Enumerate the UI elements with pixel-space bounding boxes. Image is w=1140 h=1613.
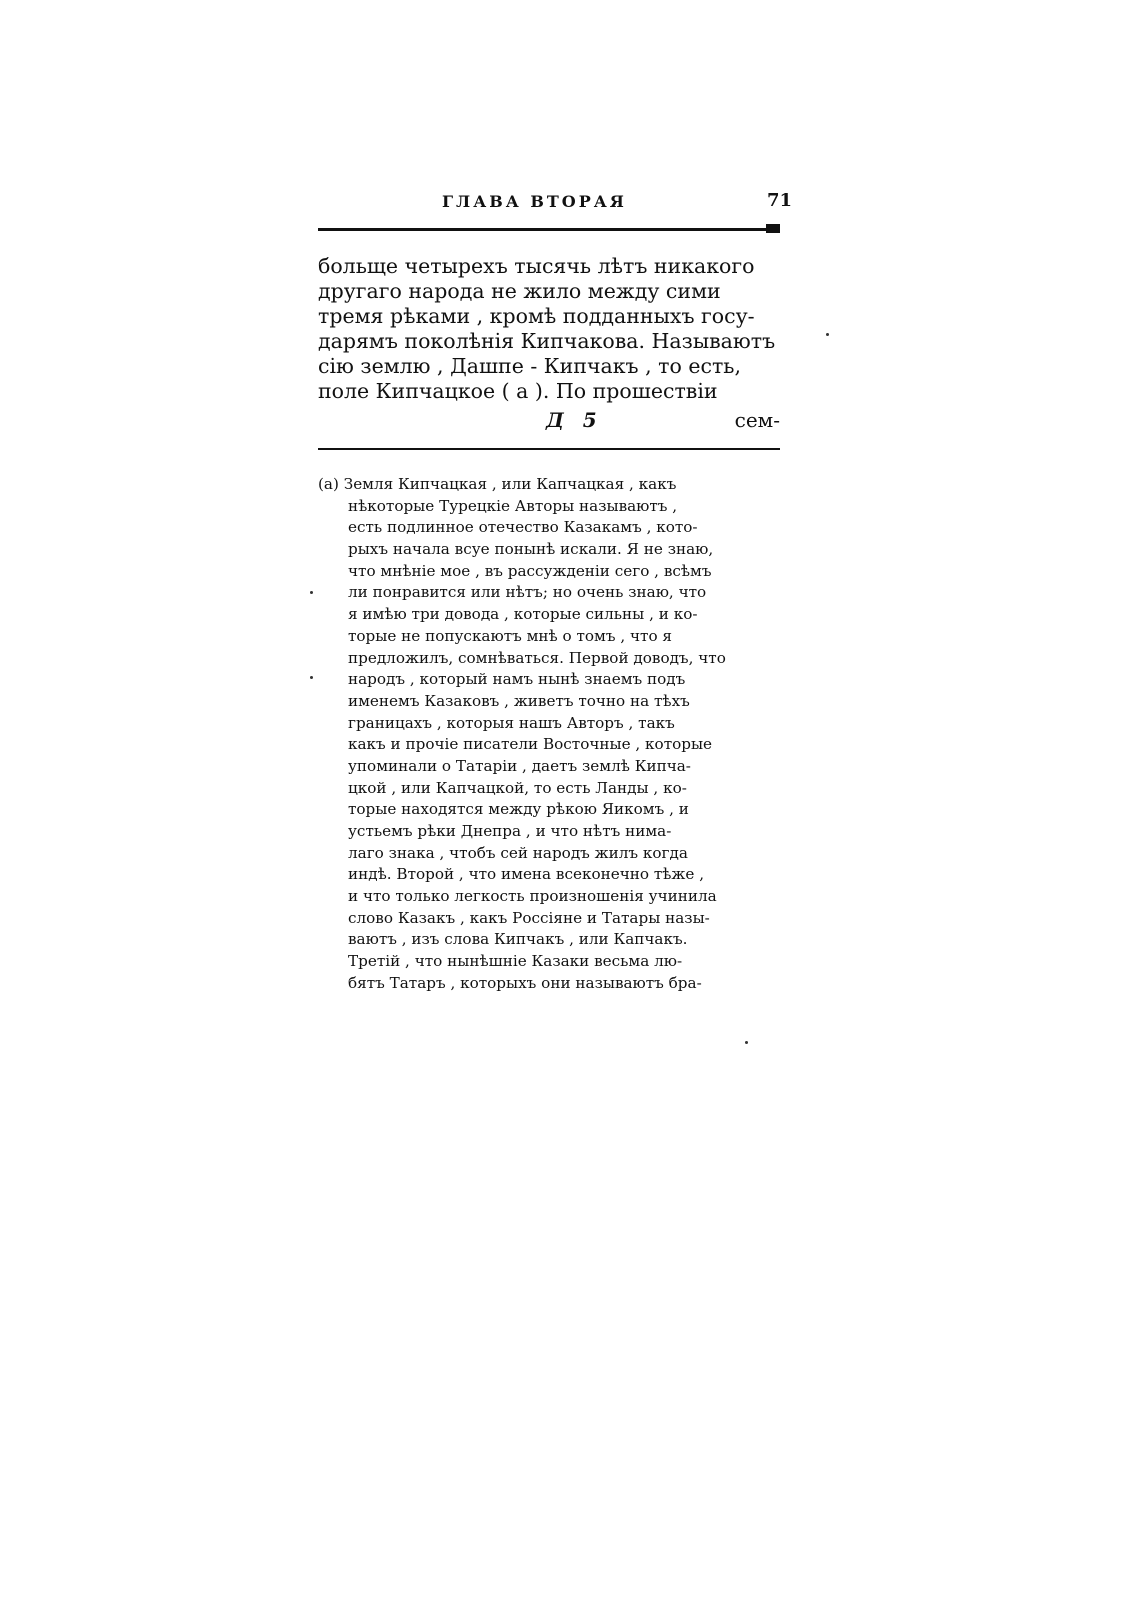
ink-speck [310, 591, 313, 594]
running-title: ГЛАВА ВТОРАЯ [442, 192, 627, 211]
footnote-line: торые находятся между рѣкою Яикомъ , и [348, 800, 689, 819]
footnote-line: бятъ Татаръ , которыхъ они называютъ бра- [348, 973, 702, 992]
footnote-line: индѣ. Второй , что имена всеконечно тѣже , [348, 865, 705, 884]
footnote-line: слово Казакъ , какъ Россіяне и Татары назы- [348, 908, 710, 927]
footnote-line: нѣкоторые Турецкіе Авторы называютъ , [348, 496, 678, 515]
ink-speck [310, 676, 313, 679]
ink-speck [826, 333, 829, 336]
footnote-line: рыхъ начала всуе понынѣ искали. Я не знаю, [348, 540, 714, 559]
footnote-line: торые не попускаютъ мнѣ о томъ , что я [348, 626, 672, 645]
footnote-line: я имѣю три довода , которые сильны , и ко- [348, 605, 698, 624]
footnote-line: народъ , который намъ нынѣ знаемъ подъ [348, 670, 686, 689]
footnote-line: предложилъ, сомнѣваться. Первой доводъ, что [348, 648, 726, 667]
main-text-line: поле Кипчацкое ( a ). По прошествіи [318, 379, 718, 403]
footnote-line: ли понравится или нѣтъ; но очень знаю, что [348, 583, 707, 602]
footnote-line: лаго знака , чтобъ сей народъ жилъ когда [348, 843, 688, 862]
catchword: сем- [734, 408, 780, 432]
signature-line [318, 408, 798, 433]
footnote-line: какъ и прочіе писатели Восточные , которые [348, 735, 713, 754]
footnote-line: есть подлинное отечество Казакамъ , кото- [348, 518, 698, 537]
footnote-line: именемъ Казаковъ , живетъ точно на тѣхъ [348, 691, 690, 710]
main-text-line: сію землю , Дашпе - Кипчакъ , то есть, [318, 354, 741, 378]
footnote-rule [318, 448, 780, 450]
header-rule [318, 228, 780, 231]
footnote-line: упоминали о Татаріи , даетъ землѣ Кипча- [348, 756, 691, 775]
page-number: 71 [766, 190, 792, 211]
ink-speck [745, 1041, 748, 1044]
main-text [318, 254, 798, 404]
main-text-line: тремя рѣками , кромѣ подданныхъ госу- [318, 304, 755, 328]
header-rule-ornament [766, 224, 780, 233]
footnote-line: устьемъ рѣки Днепра , и что нѣтъ нима- [348, 822, 672, 840]
footnote-line: и что только легкость произношенія учинила [348, 887, 717, 906]
footnote-line: Третій , что нынѣшніе Казаки весьма лю- [348, 952, 683, 971]
footnote-line: ваютъ , изъ слова Кипчакъ , или Капчакъ. [348, 930, 688, 949]
main-text-line: дарямъ поколѣнія Кипчакова. Называютъ [318, 329, 776, 353]
footnote-line: (a) Земля Кипчацкая , или Капчацкая , какъ [318, 475, 677, 493]
printer-signature: Д 5 [546, 408, 603, 432]
main-text-line: больще четырехъ тысячь лѣтъ никакого [318, 254, 755, 278]
footnote-line: что мнѣніе мое , въ рассужденіи сего , всѣмъ [348, 561, 712, 580]
book-page [318, 186, 798, 1066]
footnote [318, 474, 798, 995]
footnote-line: границахъ , которыя нашъ Авторъ , такъ [348, 713, 675, 732]
main-text-line: другаго народа не жило между сими [318, 279, 721, 303]
running-head [318, 186, 798, 214]
footnote-line: цкой , или Капчацкой, то есть Ланды , ко- [348, 778, 687, 797]
